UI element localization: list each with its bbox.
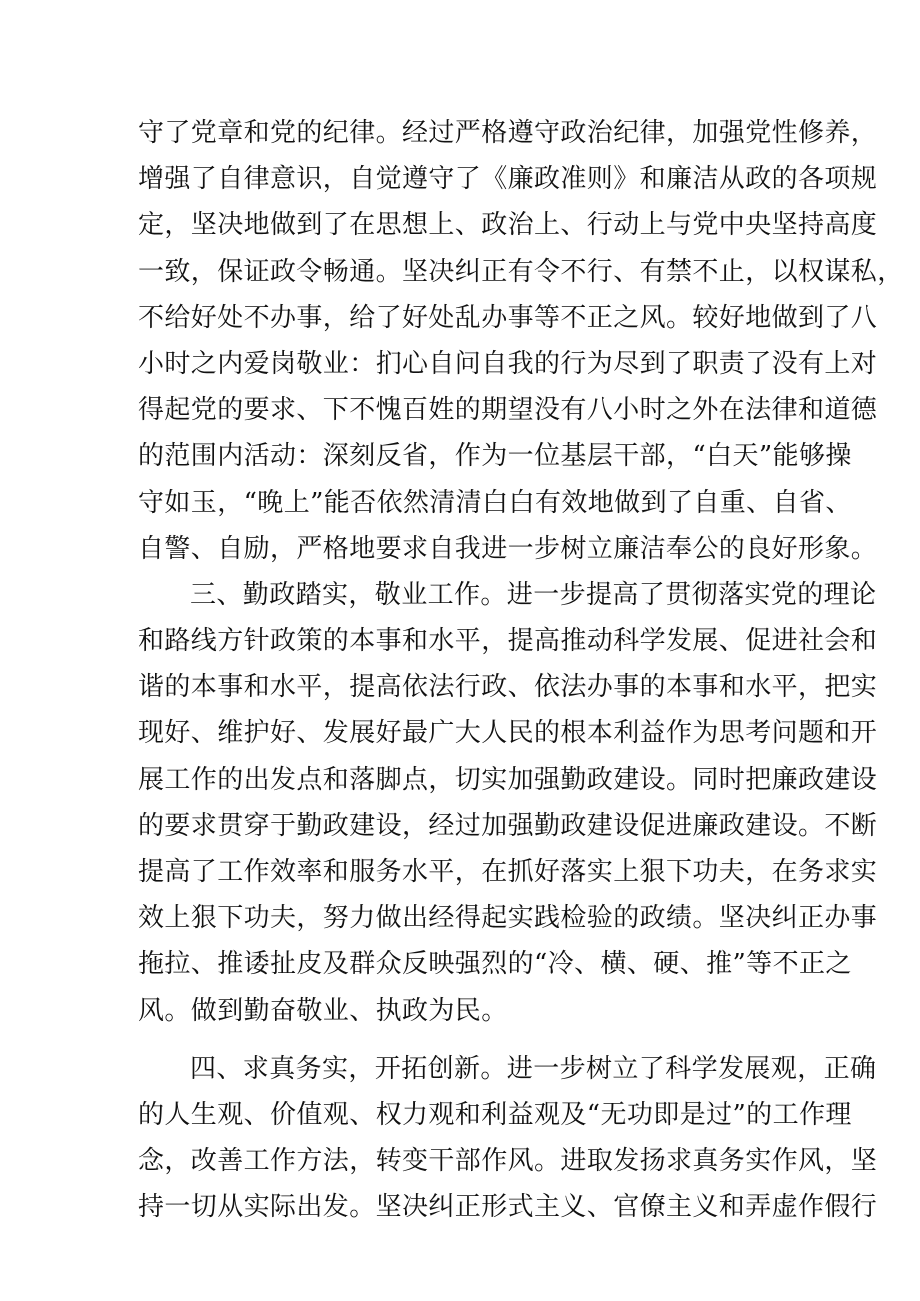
text-line: 和路线方针政策的本事和水平，提高推动科学发展、促进社会和 <box>138 626 878 657</box>
text-line: 效上狠下功夫，努力做出经得起实践检验的政绩。坚决纠正办事 <box>138 903 878 934</box>
paragraph-section-three <box>138 572 878 1034</box>
text-line: 的人生观、价值观、权力观和利益观及“无功即是过”的工作理 <box>138 1099 852 1130</box>
section-three-heading-line: 三、勤政踏实，敬业工作。进一步提高了贯彻落实党的理论 <box>190 579 877 610</box>
body-text <box>138 110 904 1231</box>
text-line: 得起党的要求、下不愧百姓的期望没有八小时之外在法律和道德 <box>138 395 878 426</box>
text-line: 守了党章和党的纪律。经过严格遵守政治纪律，加强党性修养， <box>138 118 878 148</box>
text-line: 小时之内爱岗敬业：扪心自问自我的行为尽到了职责了没有上对 <box>138 348 878 379</box>
text-line: 念，改善工作方法，转变干部作风。进取发扬求真务实作风，坚 <box>138 1146 878 1177</box>
text-line: 定，坚决地做到了在思想上、政治上、行动上与党中央坚持高度 <box>138 210 878 241</box>
text-line: 提高了工作效率和服务水平，在抓好落实上狠下功夫，在务求实 <box>138 857 878 887</box>
section-four-heading-line: 四、求真务实，开拓创新。进一步树立了科学发展观，正确 <box>190 1053 877 1084</box>
text-line: 拖拉、推诿扯皮及群众反映强烈的“冷、横、硬、推”等不正之 <box>138 949 852 980</box>
text-line: 展工作的出发点和落脚点，切实加强勤政建设。同时把廉政建设 <box>138 764 878 795</box>
paragraph-discipline <box>138 110 904 572</box>
text-line: 的范围内活动：深刻反省，作为一位基层干部，“白天”能够操 <box>138 441 852 472</box>
text-line: 谐的本事和水平，提高依法行政、依法办事的本事和水平，把实 <box>138 672 878 703</box>
text-line: 风。做到勤奋敬业、执政为民。 <box>138 995 508 1026</box>
paragraph-gap <box>138 1034 798 1046</box>
paragraph-section-four <box>138 1046 878 1231</box>
text-line: 守如玉，“晚上”能否依然清清白白有效地做到了自重、自省、 <box>138 487 852 518</box>
text-line: 一致，保证政令畅通。坚决纠正有令不行、有禁不止，以权谋私， <box>138 256 904 287</box>
text-line: 自警、自励，严格地要求自我进一步树立廉洁奉公的良好形象。 <box>138 533 878 564</box>
text-line: 不给好处不办事，给了好处乱办事等不正之风。较好地做到了八 <box>138 302 878 333</box>
text-line: 持一切从实际出发。坚决纠正形式主义、官僚主义和弄虚作假行 <box>138 1192 878 1223</box>
text-line: 增强了自律意识，自觉遵守了《廉政准则》和廉洁从政的各项规 <box>138 164 878 195</box>
text-line: 现好、维护好、发展好最广大人民的根本利益作为思考问题和开 <box>138 718 878 749</box>
text-line: 的要求贯穿于勤政建设，经过加强勤政建设促进廉政建设。不断 <box>138 810 878 841</box>
